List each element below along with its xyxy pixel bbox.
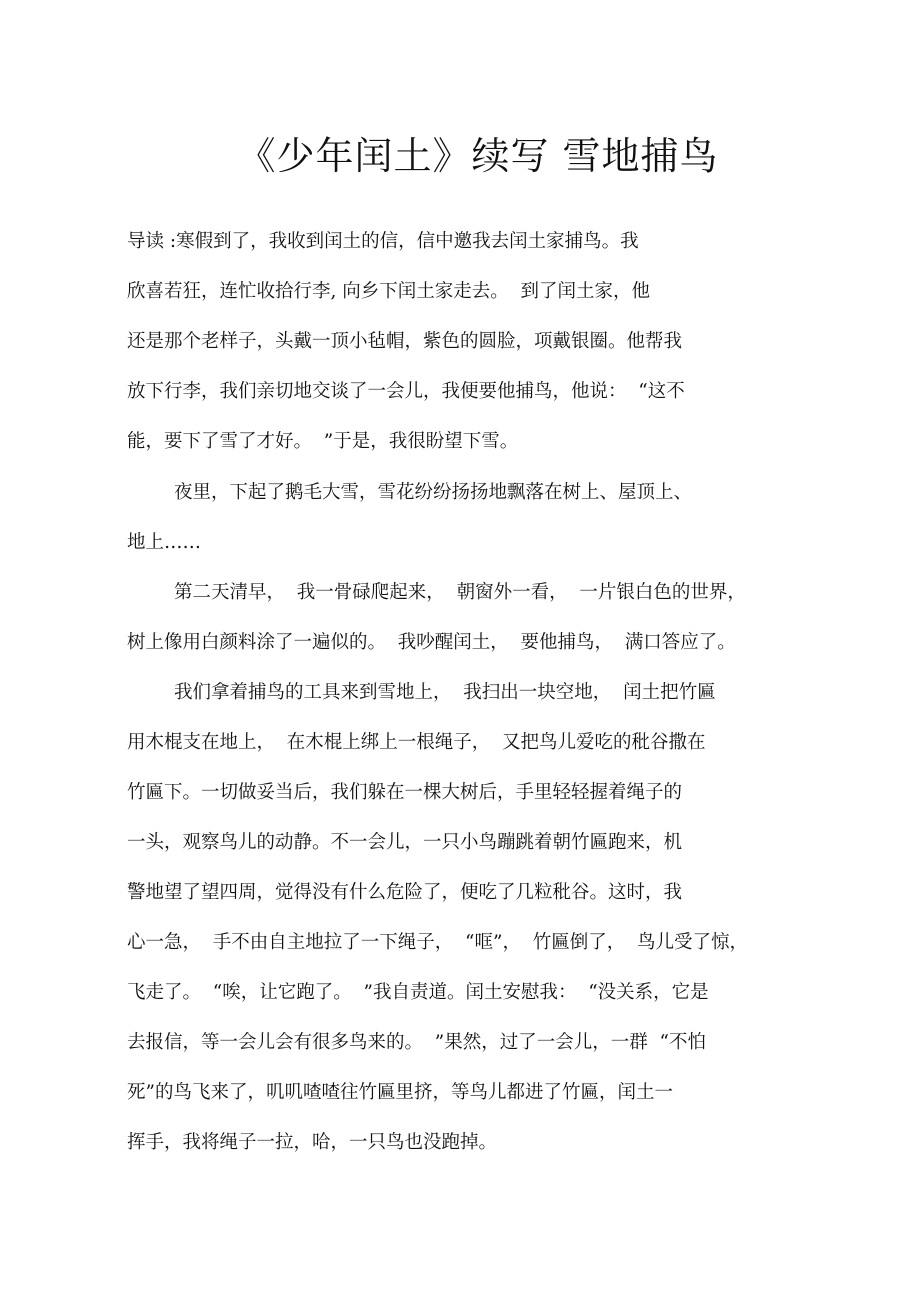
text-line: 死”的鸟飞来了，叽叽喳喳往竹匾里挤，等鸟儿都进了竹匾，闰土一 <box>127 1082 673 1103</box>
text-line: 欣喜若狂，连忙收拾行李, 向乡下闰土家走去。 到了闰土家，他 <box>127 281 651 302</box>
text-line: 第二天清早， 我一骨碌爬起来， 朝窗外一看， 一片银白色的世界， <box>127 582 746 603</box>
text-line: 挥手，我将绳子一拉，哈，一只鸟也没跑掉。 <box>127 1132 498 1153</box>
text-line: 飞走了。 “唉，让它跑了。 ”我自责道。闰土安慰我： “没关系，它是 <box>127 982 709 1003</box>
text-line: 导读 :寒假到了，我收到闰土的信，信中邀我去闰土家捕鸟。我 <box>127 231 639 252</box>
text-line: 用木棍支在地上， 在木棍上绑上一根绳子， 又把鸟儿爱吃的秕谷撒在 <box>127 732 706 753</box>
text-line: 警地望了望四周，觉得没有什么危险了，便吃了几粒秕谷。这时，我 <box>127 882 683 903</box>
text-line: 能，要下了雪了才好。 ”于是，我很盼望下雪。 <box>127 431 519 452</box>
text-line: 树上像用白颜料涂了一遍似的。 我吵醒闰土， 要他捕鸟， 满口答应了。 <box>127 632 736 653</box>
text-line: 去报信，等一会儿会有很多鸟来的。 ”果然，过了一会儿，一群 “不怕 <box>127 1032 706 1053</box>
text-line: 夜里，下起了鹅毛大雪，雪花纷纷扬扬地飘落在树上、屋顶上、 <box>127 482 693 503</box>
text-line: 竹匾下。一切做妥当后，我们躲在一棵大树后，手里轻轻握着绳子的 <box>127 782 683 803</box>
text-line: 还是那个老样子，头戴一顶小毡帽，紫色的圆脸，项戴银圈。他帮我 <box>127 331 683 352</box>
text-line: 心一急， 手不由自主地拉了一下绳子， “哐”， 竹匾倒了， 鸟儿受了惊， <box>127 932 748 953</box>
text-line: 放下行李，我们亲切地交谈了一会儿，我便要他捕鸟，他说： “这不 <box>127 381 685 402</box>
text-line: 我们拿着捕鸟的工具来到雪地上， 我扫出一块空地， 闰土把竹匾 <box>127 682 716 703</box>
document-title: 《少年闰土》续写 雪地捕鸟 <box>237 134 719 178</box>
text-line: 一头，观察鸟儿的动静。不一会儿，一只小鸟蹦跳着朝竹匾跑来，机 <box>127 832 683 853</box>
text-line: 地上…… <box>127 532 202 553</box>
